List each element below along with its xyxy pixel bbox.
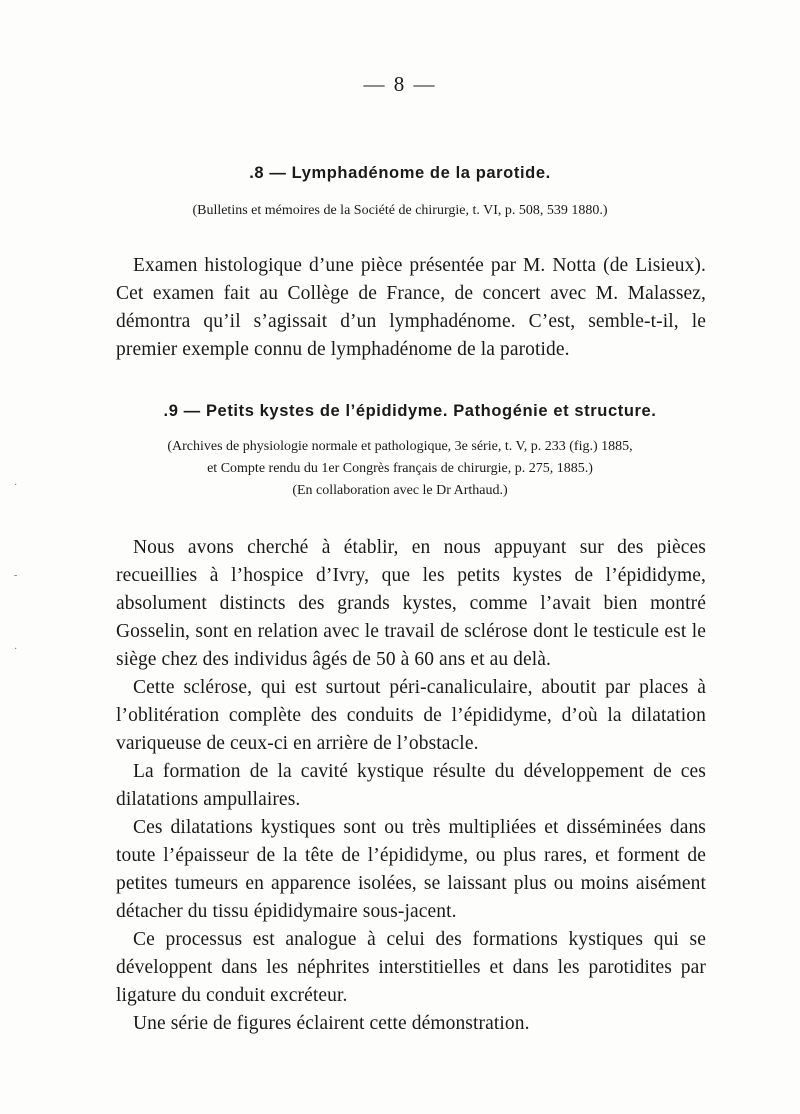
scan-speck: · [14,480,18,491]
body-paragraph: Ces dilatations kystiques sont ou très multipliées et disséminées dans toute l’épaisseur de la tête de l’épididyme, ou plus rares, et forment de petites tumeurs en apparence isolées, se laissant plus ou moins aisément détacher du tissu épididymaire sous-jacent. [116,817,706,922]
reference-line: (Bulletins et mémoires de la Société de chirurgie, t. VI, p. 508, 539 1880.) [192,203,608,218]
body-paragraph: Nous avons cherché à établir, en nous appuyant sur des pièces recueillies à l’hospice d’Ivry, que les petits kystes de l’épididyme, absolument distincts des grands kystes, comme l’avait bien montré Gosselin, sont en relation avec le travail de sclérose dont le testicule est le siège chez des individus âgés de 50 à 60 ans et au delà. [116,537,706,670]
reference-line: (En collaboration avec le Dr Arthaud.) [292,483,508,498]
body-paragraph: Une série de figures éclairent cette démonstration. [133,1013,530,1034]
scan-speck: ‐ [14,570,18,581]
reference-line: (Archives de physiologie normale et pathologique, 3e série, t. V, p. 233 (fig.) 1885, [167,439,633,454]
section-9-heading: .9 — Petits kystes de l’épididyme. Pathogénie et structure. [163,402,657,420]
section-8-reference [0,200,800,222]
body-paragraph: Examen histologique d’une pièce présentée par M. Notta (de Lisieux). Cet examen fait au Collège de France, de concert avec M. Malassez, démontra qu’il s’agissait d’un lymphadénome. C’est, semble-t-il, le premier exemple connu de lymphadénome de la parotide. [116,255,706,360]
section-9-reference [0,436,800,502]
section-8-body [116,252,706,364]
body-paragraph: Ce processus est analogue à celui des formations kystiques qui se développent dans les néphrites interstitielles et dans les parotidites par ligature du conduit excréteur. [116,929,706,1006]
page-number: — 8 — [363,72,437,96]
section-9-body [116,534,706,1038]
section-8-heading: .8 — Lymphadénome de la parotide. [249,164,551,182]
reference-line: et Compte rendu du 1er Congrès français de chirurgie, p. 275, 1885.) [207,461,593,476]
body-paragraph: La formation de la cavité kystique résulte du développement de ces dilatations ampullaires. [116,761,706,810]
scan-speck: · [14,644,18,655]
body-paragraph: Cette sclérose, qui est surtout péri-canaliculaire, aboutit par places à l’oblitération complète des conduits de l’épididyme, d’où la dilatation variqueuse de ceux-ci en arrière de l’obstacle. [116,677,706,754]
